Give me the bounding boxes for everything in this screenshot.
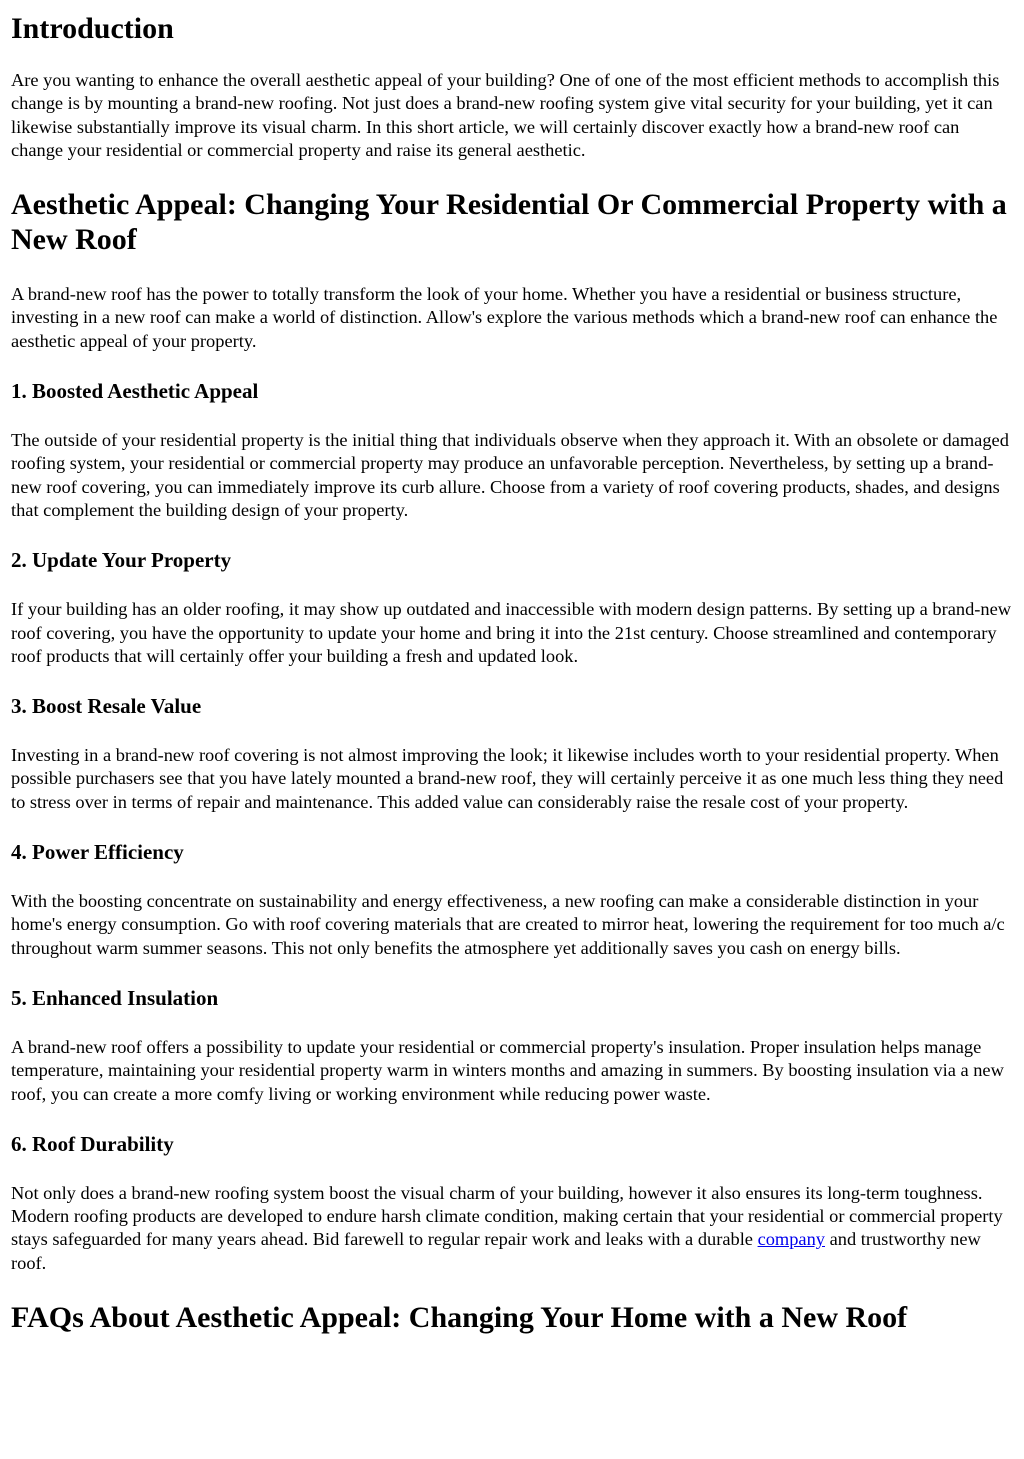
section-heading-curb-appeal: 1. Boosted Aesthetic Appeal [11,379,259,404]
company-link[interactable]: company [757,1229,825,1250]
main-heading: Aesthetic Appeal: Changing Your Residential Or Commercial Property with a New Roof [11,188,1007,257]
article [0,11,1024,1335]
main-paragraph: A brand-new roof has the power to totally transform the look of your home. Whether you have a residential or business structure, investing in a new roof can make a world of distinction. Allow's explore the various methods which a brand-new roof can enhance the aesthetic appeal of your property. [11,284,998,351]
intro-paragraph: Are you wanting to enhance the overall aesthetic appeal of your building? One of one of the most efficient methods to accomplish this change is by mounting a brand-new roofing. Not just does a brand-new roofing system give vital security for your building, yet it can likewise substantially improve its visual charm. In this short article, we will certainly discover exactly how a brand-new roof can change your residential or commercial property and raise its general aesthetic. [11,70,1000,160]
section-text-insulation: A brand-new roof offers a possibility to update your residential or commercial property's insulation. Proper insulation helps manage temperature, maintaining your residential property warm in winters months and amazing in summers. By boosting insulation via a new roof, you can create a more comfy living or working environment while reducing power waste. [11,1036,1004,1104]
section-heading-resale-value: 3. Boost Resale Value [11,694,202,719]
faq-heading: FAQs About Aesthetic Appeal: Changing Your Home with a New Roof [11,1301,908,1335]
section-text-update-property: If your building has an older roofing, it may show up outdated and inaccessible with modern design patterns. By setting up a brand-new roof covering, you have the opportunity to update your home and bring it into the 21st century. Choose streamlined and contemporary roof products that will certainly offer your building a fresh and updated look. [11,599,1012,666]
durability-text-before-link: Not only does a brand-new roofing system boost the visual charm of your building, however it also ensures its long-term toughness. Modern roofing products are developed to endure harsh climate condition, making certain that your residential or commercial property stays safeguarded for many years ahead. Bid farewell to regular repair work and leaks with a durable [11,1182,1003,1250]
section-text-resale-value: Investing in a brand-new roof covering is not almost improving the look; it likewise includes worth to your residential property. When possible purchasers see that you have lately mounted a brand-new roof, they will certainly perceive it as one much less thing they need to stress over in terms of repair and maintenance. This added value can considerably raise the resale cost of your property. [11,745,1004,812]
section-heading-insulation: 5. Enhanced Insulation [11,985,219,1010]
section-heading-update-property: 2. Update Your Property [11,548,232,573]
intro-heading: Introduction [11,12,174,45]
durability-text-after-link: and trustworthy new roof. [11,1229,981,1273]
section-heading-power-efficiency: 4. Power Efficiency [11,840,184,865]
section-text-durability [11,1182,1013,1275]
section-text-curb-appeal: The outside of your residential property is the initial thing that individuals observe when they approach it. With an obsolete or damaged roofing system, your residential or commercial property may produce an unfavorable perception. Nevertheless, by setting up a brand-new roof covering, you can immediately improve its curb allure. Choose from a variety of roof covering products, shades, and designs that complement the building design of your property. [11,430,1009,520]
section-heading-durability: 6. Roof Durability [11,1131,174,1156]
section-text-power-efficiency: With the boosting concentrate on sustainability and energy effectiveness, a new roofing can make a considerable distinction in your home's energy consumption. Go with roof covering materials that are created to mirror heat, lowering the requirement for too much a/c throughout warm summer seasons. This not only benefits the atmosphere yet additionally saves you cash on energy bills. [11,891,1005,958]
